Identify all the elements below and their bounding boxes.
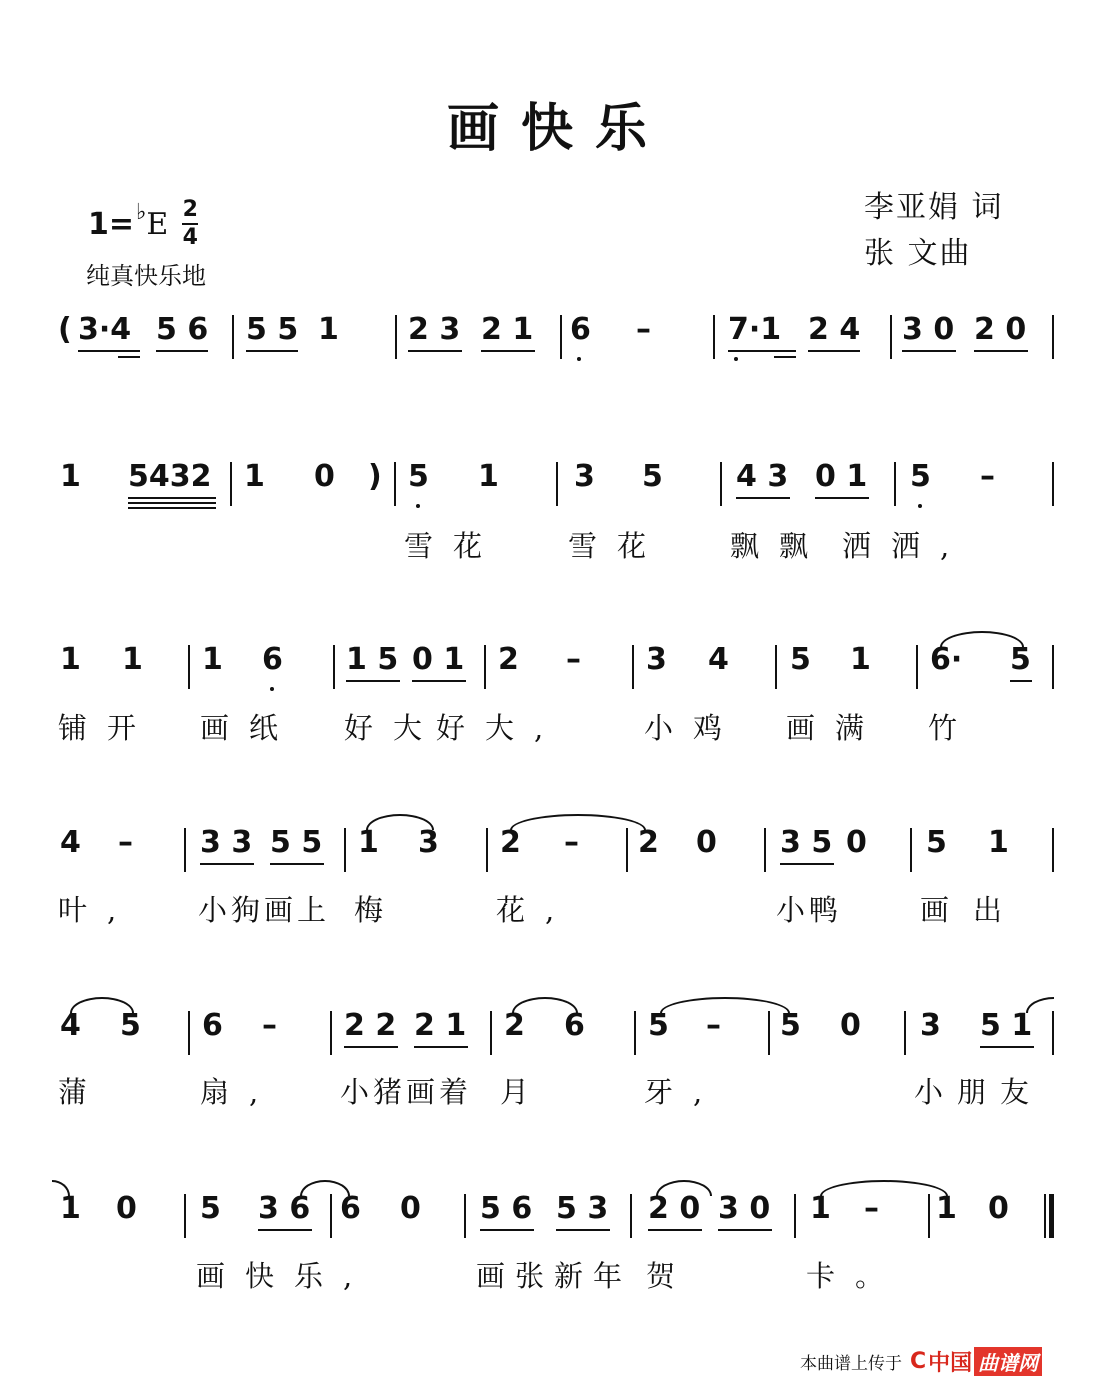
note: 3 0: [718, 1191, 771, 1226]
note: –: [864, 1191, 879, 1226]
note: 0: [840, 1008, 861, 1043]
note: 5: [642, 459, 663, 494]
note: 1: [988, 825, 1009, 860]
underline: [780, 863, 834, 865]
note: 7·1: [728, 312, 782, 347]
composer-credit: 张 文曲: [864, 236, 972, 271]
key-signature: [88, 196, 198, 252]
lyric: 卡。: [806, 1259, 905, 1293]
underline: [128, 497, 216, 499]
lyric: 铺开: [58, 711, 157, 745]
note: 0: [846, 825, 867, 860]
note: 3 5: [780, 825, 833, 860]
time-signature: [182, 199, 198, 249]
bar-line: [890, 315, 892, 359]
bar-line: [330, 1011, 332, 1055]
bar-line: [632, 645, 634, 689]
note: 1: [244, 459, 265, 494]
low-octave-dot: [734, 357, 738, 361]
underline: [128, 502, 216, 504]
tie-slur: [510, 814, 646, 830]
bar-line: [634, 1011, 636, 1055]
note: 5: [120, 1008, 141, 1043]
bar-line: [1052, 462, 1054, 506]
bar-line: [904, 1011, 906, 1055]
tie-slur: [70, 997, 134, 1013]
bar-line: [560, 315, 562, 359]
underline: [718, 1229, 772, 1231]
staff-line-5: [0, 1008, 1116, 1071]
lyric: 叶,: [58, 893, 137, 927]
lyric: 小鸭: [776, 893, 843, 927]
lyric: 花,: [496, 893, 575, 927]
note: 5: [780, 1008, 801, 1043]
note: 0: [116, 1191, 137, 1226]
bar-line: [188, 1011, 190, 1055]
note: 1: [202, 642, 223, 677]
bar-line: [344, 828, 346, 872]
underline: [808, 350, 860, 352]
staff-line-6: [0, 1191, 1116, 1254]
underline: [480, 1229, 534, 1231]
note: 5: [408, 459, 429, 494]
note: 2 1: [481, 312, 534, 347]
note: 3·4: [78, 312, 132, 347]
bar-line: [630, 1194, 632, 1238]
underline: [246, 350, 298, 352]
tie-slur: [512, 997, 578, 1013]
lyric: 雪花: [568, 529, 667, 563]
note: 6: [262, 642, 283, 677]
note: 4 3: [736, 459, 789, 494]
note: 0: [400, 1191, 421, 1226]
note: 3 6: [258, 1191, 311, 1226]
note: 3 3: [200, 825, 253, 860]
lyric: 小朋友: [914, 1075, 1044, 1109]
bar-line: [1052, 315, 1054, 359]
upload-note: 本曲谱上传于: [800, 1354, 902, 1374]
bar-line: [556, 462, 558, 506]
bar-line: [188, 645, 190, 689]
underline: [258, 1229, 312, 1231]
underline: [128, 507, 216, 509]
note: 0: [988, 1191, 1009, 1226]
low-octave-dot: [416, 504, 420, 508]
bar-line: [484, 645, 486, 689]
note: 1: [936, 1191, 957, 1226]
note: 4: [60, 825, 81, 860]
low-octave-dot: [270, 687, 274, 691]
lyric: 画出: [920, 893, 1027, 927]
note: 2: [498, 642, 519, 677]
note: 6: [570, 312, 591, 347]
note: –: [636, 312, 651, 347]
note: 5 6: [156, 312, 209, 347]
underline: [412, 680, 466, 682]
note: 5: [1010, 642, 1031, 677]
lyric: 牙,: [644, 1075, 723, 1109]
lyric: 洒洒,: [842, 529, 970, 563]
underline: [200, 863, 254, 865]
bar-line: [720, 462, 722, 506]
note: 0: [314, 459, 335, 494]
note: 5 5: [246, 312, 299, 347]
note: 1: [60, 459, 81, 494]
final-double-bar: [1044, 1194, 1054, 1238]
staff-line-2: [0, 459, 1116, 522]
tie-slur: [820, 1180, 948, 1196]
bar-line: [486, 828, 488, 872]
note: –: [706, 1008, 721, 1043]
lyric: 好大,: [436, 711, 564, 745]
note: 2: [500, 825, 521, 860]
note: ): [368, 459, 382, 494]
tie-slur: [1026, 997, 1054, 1013]
underline: [408, 350, 462, 352]
underline: [1010, 680, 1032, 682]
lyric: 雪花: [404, 529, 503, 563]
note: 2: [638, 825, 659, 860]
lyric: 扇,: [200, 1075, 279, 1109]
note: 5: [648, 1008, 669, 1043]
underline: [344, 1046, 398, 1048]
note: 5 1: [980, 1008, 1033, 1043]
bar-line: [916, 645, 918, 689]
low-octave-dot: [918, 504, 922, 508]
song-title: 画快乐: [446, 98, 669, 159]
note: 3: [574, 459, 595, 494]
underline: [78, 350, 140, 352]
bar-line: [232, 315, 234, 359]
tie-slur: [366, 814, 434, 830]
underline: [270, 863, 324, 865]
lyric: 好大: [344, 711, 443, 745]
note: 3: [418, 825, 439, 860]
lyric: 画纸: [200, 711, 299, 745]
underline: [648, 1229, 702, 1231]
staff-line-3: [0, 642, 1116, 705]
note: 2 1: [414, 1008, 467, 1043]
bar-line: [928, 1194, 930, 1238]
lyric: 贺: [646, 1259, 696, 1293]
tempo-marking: 纯真快乐地: [86, 262, 206, 290]
underline: [902, 350, 956, 352]
staff-line-4: [0, 825, 1116, 888]
tie-slur: [52, 1180, 70, 1196]
source-footer: [800, 1346, 1042, 1377]
note: 2 2: [344, 1008, 397, 1043]
tie-slur: [940, 631, 1024, 647]
underline: [481, 350, 535, 352]
note: 6: [564, 1008, 585, 1043]
note: 1: [60, 1191, 81, 1226]
underline: [414, 1046, 468, 1048]
note: 5: [926, 825, 947, 860]
note: –: [564, 825, 579, 860]
lyric: 画满: [786, 711, 885, 745]
bar-line: [794, 1194, 796, 1238]
note: 0 1: [815, 459, 868, 494]
site-logo[interactable]: [910, 1346, 1042, 1377]
note: (: [58, 312, 72, 347]
bar-line: [230, 462, 232, 506]
note: 1: [318, 312, 339, 347]
time-numerator: 2: [182, 197, 198, 222]
lyric: 竹: [928, 711, 978, 745]
note: 5 3: [556, 1191, 609, 1226]
bar-line: [713, 315, 715, 359]
underline: [815, 497, 869, 499]
note: 1: [850, 642, 871, 677]
lyric: 飘飘: [730, 529, 829, 563]
bar-line: [768, 1011, 770, 1055]
underline: [736, 497, 790, 499]
bar-line: [394, 462, 396, 506]
note: 3: [646, 642, 667, 677]
note: 5: [200, 1191, 221, 1226]
note: 1: [60, 642, 81, 677]
bar-line: [894, 462, 896, 506]
note: 2 3: [408, 312, 461, 347]
note: 3: [920, 1008, 941, 1043]
bar-line: [184, 828, 186, 872]
underline: [556, 1229, 610, 1231]
flat-sign: ♭: [136, 199, 147, 225]
lyric: 小鸡: [644, 711, 743, 745]
lyric: 画张新年: [476, 1259, 633, 1293]
key-prefix: 1=: [88, 206, 135, 242]
note: –: [980, 459, 995, 494]
note: 6·: [930, 642, 963, 677]
note: 2 4: [808, 312, 861, 347]
underline: [118, 356, 140, 358]
note: 4: [60, 1008, 81, 1043]
staff-line-1: [0, 312, 1116, 375]
bar-line: [184, 1194, 186, 1238]
note: 3 0: [902, 312, 955, 347]
bar-line: [764, 828, 766, 872]
lyric: 蒲: [58, 1075, 108, 1109]
bar-line: [330, 1194, 332, 1238]
note: 5432: [128, 459, 212, 494]
site-logo-icon: C: [910, 1349, 927, 1374]
lyric: 梅: [354, 893, 404, 927]
low-octave-dot: [577, 357, 581, 361]
note: 4: [708, 642, 729, 677]
note: 1: [478, 459, 499, 494]
time-denominator: 4: [182, 225, 198, 250]
note: 5: [910, 459, 931, 494]
underline: [728, 350, 796, 352]
note: 2 0: [974, 312, 1027, 347]
note: 2 0: [648, 1191, 701, 1226]
note: 1: [358, 825, 379, 860]
lyricist-credit: 李亚娟 词: [864, 190, 1004, 225]
site-logo-name: 曲谱网: [974, 1347, 1042, 1376]
lyric: 画快乐,: [196, 1259, 373, 1293]
note: 0: [696, 825, 717, 860]
bar-line: [626, 828, 628, 872]
bar-line: [395, 315, 397, 359]
tie-slur: [656, 1180, 712, 1196]
bar-line: [910, 828, 912, 872]
note: 5: [790, 642, 811, 677]
lyric: 小狗画上: [198, 893, 331, 927]
bar-line: [1052, 828, 1054, 872]
bar-line: [775, 645, 777, 689]
note: 1: [810, 1191, 831, 1226]
underline: [774, 356, 796, 358]
underline: [346, 680, 400, 682]
lyric: 月: [500, 1075, 550, 1109]
note: 5 5: [270, 825, 323, 860]
note: 1: [122, 642, 143, 677]
bar-line: [333, 645, 335, 689]
key-letter: E: [146, 206, 169, 242]
bar-line: [490, 1011, 492, 1055]
note: 6: [202, 1008, 223, 1043]
underline: [980, 1046, 1034, 1048]
note: –: [566, 642, 581, 677]
note: –: [118, 825, 133, 860]
note: 6: [340, 1191, 361, 1226]
note: 0 1: [412, 642, 465, 677]
lyric: 小猪画着: [340, 1075, 473, 1109]
note: –: [262, 1008, 277, 1043]
note: 1 5: [346, 642, 399, 677]
note: 2: [504, 1008, 525, 1043]
bar-line: [464, 1194, 466, 1238]
tie-slur: [300, 1180, 350, 1196]
underline: [974, 350, 1028, 352]
note: 5 6: [480, 1191, 533, 1226]
bar-line: [1052, 645, 1054, 689]
bar-line: [1052, 1011, 1054, 1055]
underline: [156, 350, 208, 352]
site-logo-text: 中国: [928, 1351, 973, 1376]
tie-slur: [660, 997, 790, 1013]
